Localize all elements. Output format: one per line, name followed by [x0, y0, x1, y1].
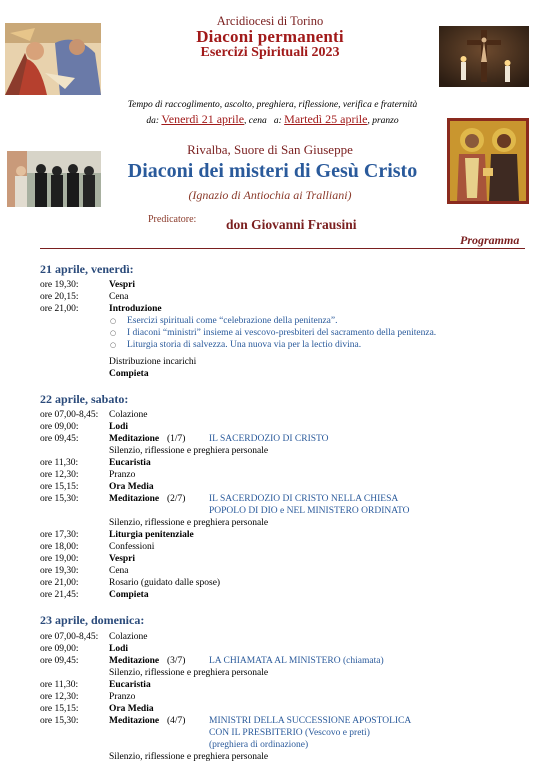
page-subtitle: Esercizi Spirituali 2023: [200, 45, 340, 60]
row-activity: Meditazione: [109, 656, 160, 666]
row-activity: Eucaristia: [109, 680, 151, 690]
row-time: ore 21,00:: [40, 304, 79, 314]
row-time: ore 19,00:: [40, 554, 79, 564]
row-time: ore 12,30:: [40, 692, 79, 702]
row-time: ore 17,30:: [40, 530, 79, 540]
note: Silenzio, riflessione e preghiera personale: [109, 518, 269, 528]
mosaic-image: [5, 23, 101, 95]
row-time: ore 11,30:: [40, 680, 79, 690]
row-activity: Eucaristia: [109, 458, 151, 468]
row-part: (2/7): [167, 494, 186, 504]
row-activity: Ora Media: [109, 704, 154, 714]
row-activity: Liturgia penitenziale: [109, 530, 194, 540]
row-part: (3/7): [167, 656, 186, 666]
row-time: ore 19,30:: [40, 280, 79, 290]
bullet-text: I diaconi “ministri” insieme ai vescovo-presbiteri del sacramento della penitenza.: [127, 328, 437, 338]
page-title: Diaconi permanenti: [196, 27, 344, 46]
row-theme: IL SACERDOZIO DI CRISTO NELLA CHIESA: [209, 494, 399, 504]
row-time: ore 21,00:: [40, 578, 79, 588]
row-activity: Cena: [109, 292, 129, 302]
divider: [40, 248, 525, 249]
bullet-text: Esercizi spirituali come “celebrazione della penitenza”.: [127, 316, 338, 326]
row-time: ore 15,30:: [40, 716, 79, 726]
preacher-name: don Giovanni Frausini: [226, 217, 357, 232]
theme-continuation: (preghiera di ordinazione): [209, 740, 309, 750]
row-activity: Lodi: [109, 422, 129, 432]
row-time: ore 09,45:: [40, 656, 79, 666]
note: Silenzio, riflessione e preghiera personale: [109, 446, 269, 456]
note: Compieta: [109, 369, 149, 379]
row-activity: Ora Media: [109, 482, 154, 492]
row-time: ore 19,30:: [40, 566, 79, 576]
row-activity: Vespri: [109, 554, 136, 564]
date-to: Martedì 25 aprile: [284, 112, 368, 126]
row-time: ore 11,30:: [40, 458, 79, 468]
note: Silenzio, riflessione e preghiera personale: [109, 668, 269, 678]
row-activity: Pranzo: [109, 470, 136, 480]
row-activity: Cena: [109, 566, 129, 576]
row-activity: Introduzione: [109, 304, 162, 314]
programma-label: Programma: [460, 233, 520, 247]
row-activity: Pranzo: [109, 692, 136, 702]
note: Silenzio, riflessione e preghiera personale: [109, 752, 269, 762]
location: Rivalba, Suore di San Giuseppe: [187, 142, 353, 157]
row-time: ore 07,00-8,45:: [40, 410, 99, 420]
note: Distribuzione incarichi: [109, 357, 197, 367]
row-time: ore 09,00:: [40, 422, 79, 432]
row-time: ore 09,00:: [40, 644, 79, 654]
row-time: ore 09,45:: [40, 434, 79, 444]
date-from: Venerdì 21 aprile: [161, 112, 245, 126]
row-activity: Lodi: [109, 644, 129, 654]
row-activity: Meditazione: [109, 494, 160, 504]
row-time: ore 07,00-8,45:: [40, 632, 99, 642]
date-to-note: , pranzo: [367, 116, 399, 126]
row-activity: Rosario (guidato dalle spose): [109, 578, 221, 588]
row-theme: MINISTRI DELLA SUCCESSIONE APOSTOLICA: [209, 716, 412, 726]
row-theme: LA CHIAMATA AL MINISTERO (chiamata): [209, 656, 384, 666]
day-title: 21 aprile, venerdì:: [40, 262, 134, 276]
row-time: ore 18,00:: [40, 542, 79, 552]
row-activity: Confessioni: [109, 542, 155, 552]
icon-image: [447, 118, 529, 204]
row-part: (1/7): [167, 434, 186, 444]
date-to-label: a:: [273, 116, 282, 126]
list-item: ○ Esercizi spirituali come “celebrazione della penitenza”.: [110, 316, 338, 326]
preacher-label: Predicatore:: [148, 214, 197, 225]
row-activity: Meditazione: [109, 434, 160, 444]
row-activity: Compieta: [109, 590, 149, 600]
organization-name: Arcidiocesi di Torino: [216, 14, 324, 28]
row-part: (4/7): [167, 716, 186, 726]
row-time: ore 15,30:: [40, 494, 79, 504]
row-activity: Colazione: [109, 632, 148, 642]
date-from-label: da:: [146, 116, 160, 126]
row-activity: Vespri: [109, 280, 136, 290]
row-theme: IL SACERDOZIO DI CRISTO: [209, 434, 329, 444]
tagline: Tempo di raccoglimento, ascolto, preghiera, riflessione, verifica e fraternità: [127, 100, 418, 110]
theme-title: Diaconi dei misteri di Gesù Cristo: [127, 160, 418, 182]
row-time: ore 15,15:: [40, 482, 79, 492]
bullet-text: Liturgia storia di salvezza. Una nuova via per la lectio divina.: [127, 340, 362, 350]
day-title: 22 aprile, sabato:: [40, 392, 129, 406]
list-item: ○ I diaconi “ministri” insieme ai vescovo-presbiteri del sacramento della penitenza.: [110, 328, 437, 338]
date-from-note: , cena: [244, 116, 267, 126]
row-activity: Meditazione: [109, 716, 160, 726]
nuns-photo: [7, 151, 101, 207]
dates-line: [100, 112, 445, 127]
day-title: 23 aprile, domenica:: [40, 613, 145, 627]
row-activity: Colazione: [109, 410, 148, 420]
row-time: ore 15,15:: [40, 704, 79, 714]
row-time: ore 21,45:: [40, 590, 79, 600]
theme-continuation: POPOLO DI DIO e NEL MINISTERO ORDINATO: [209, 506, 410, 516]
list-item: ○ Liturgia storia di salvezza. Una nuova via per la lectio divina.: [110, 340, 362, 350]
row-time: ore 12,30:: [40, 470, 79, 480]
theme-continuation: CON IL PRESBITERIO (Vescovo e preti): [209, 728, 370, 738]
row-time: ore 20,15:: [40, 292, 79, 302]
crucifix-image: [439, 26, 529, 87]
theme-quote: (Ignazio di Antiochia ai Tralliani): [188, 188, 352, 202]
